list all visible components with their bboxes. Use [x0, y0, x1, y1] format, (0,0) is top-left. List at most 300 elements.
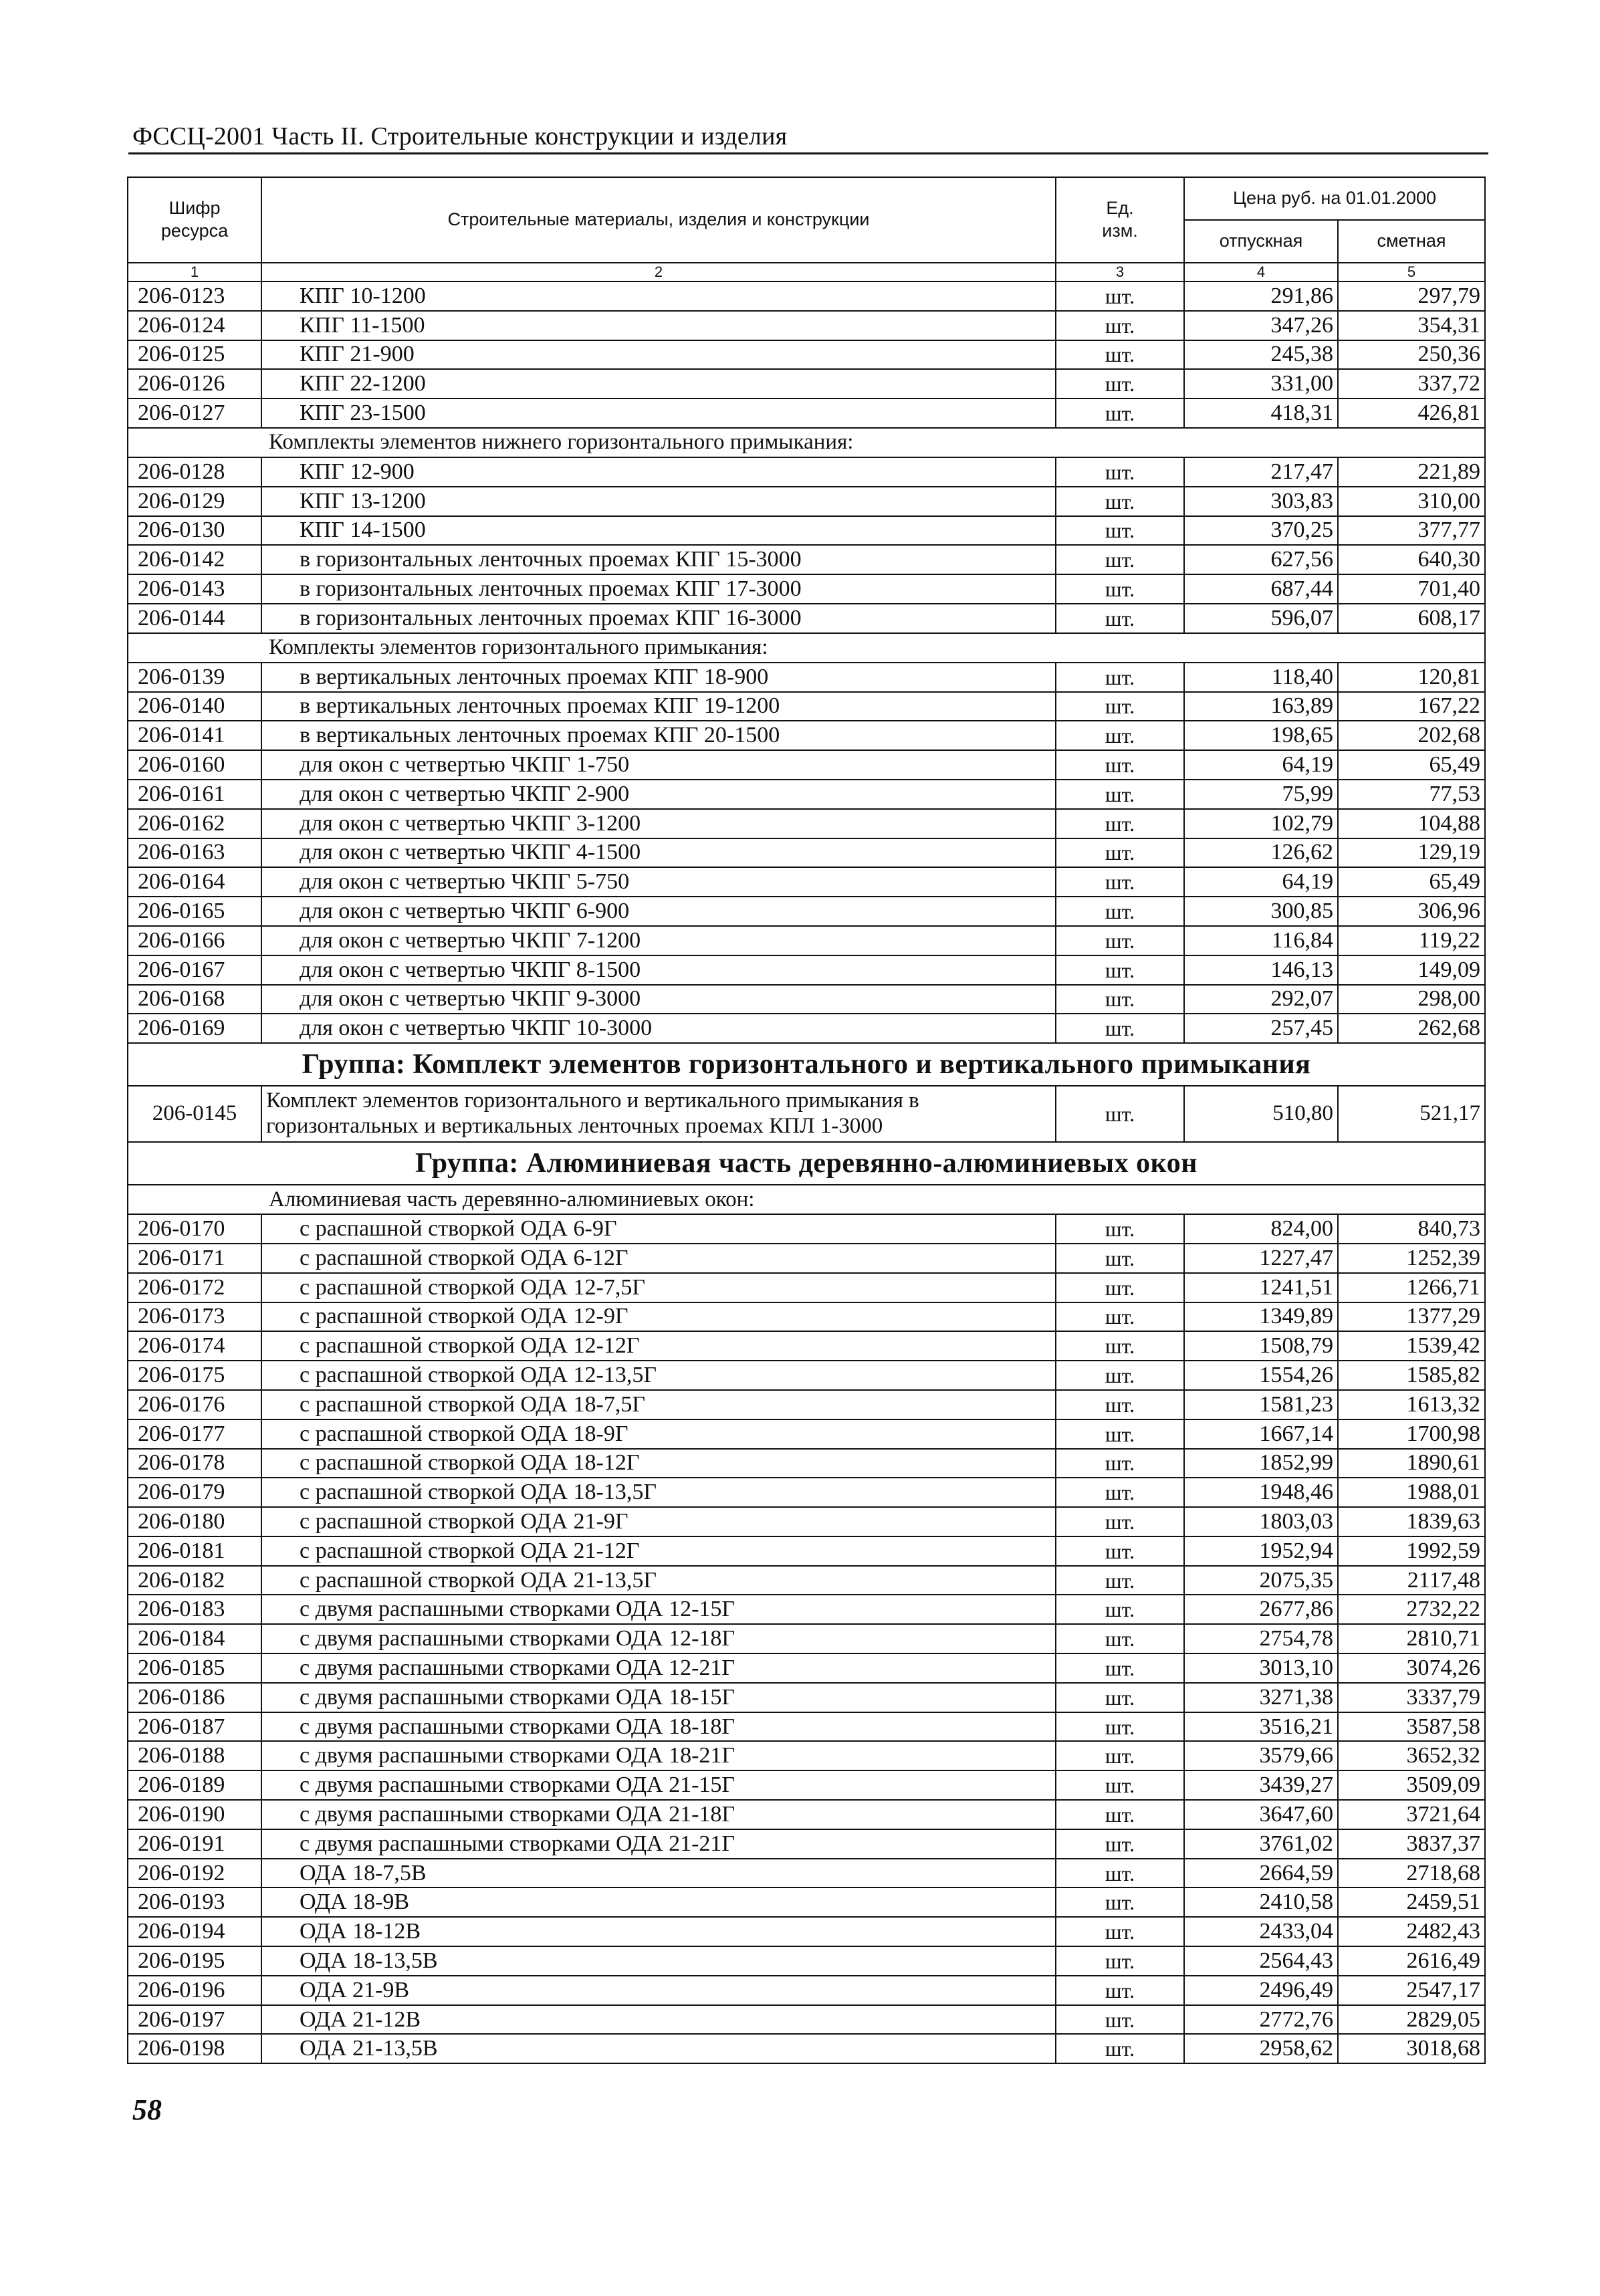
table-row	[128, 750, 1485, 780]
estimate-price: 701,40	[1338, 574, 1485, 604]
table-row	[128, 1741, 1485, 1770]
estimate-price: 1700,98	[1338, 1419, 1485, 1449]
unit-cell: шт.	[1056, 487, 1184, 516]
resource-code: 206-0190	[128, 1800, 261, 1829]
resource-name: с двумя распашными створками ОДА 18-18Г	[261, 1712, 1056, 1742]
table-row	[128, 1683, 1485, 1712]
release-price: 102,79	[1184, 809, 1338, 838]
resource-code: 206-0193	[128, 1887, 261, 1917]
estimate-price: 2117,48	[1338, 1566, 1485, 1595]
unit-cell: шт.	[1056, 1946, 1184, 1976]
estimate-price: 149,09	[1338, 955, 1485, 985]
estimate-price: 2547,17	[1338, 1976, 1485, 2005]
resource-name: для окон с четвертью ЧКПГ 4-1500	[261, 838, 1056, 868]
resource-name: с распашной створкой ОДА 12-7,5Г	[261, 1273, 1056, 1302]
resource-name: для окон с четвертью ЧКПГ 6-900	[261, 897, 1056, 926]
release-price: 163,89	[1184, 692, 1338, 721]
resource-code: 206-0185	[128, 1653, 261, 1683]
release-price: 2677,86	[1184, 1595, 1338, 1624]
unit-cell: шт.	[1056, 721, 1184, 750]
resource-name: с распашной створкой ОДА 6-9Г	[261, 1214, 1056, 1244]
subheading-row	[128, 428, 1485, 457]
release-price: 2496,49	[1184, 1976, 1338, 2005]
table-row	[128, 1859, 1485, 1888]
unit-cell: шт.	[1056, 1566, 1184, 1595]
release-price: 1241,51	[1184, 1273, 1338, 1302]
release-price: 2433,04	[1184, 1917, 1338, 1946]
unit-cell: шт.	[1056, 1976, 1184, 2005]
estimate-price: 2482,43	[1338, 1917, 1485, 1946]
column-number: 2	[261, 263, 1056, 281]
resource-code: 206-0160	[128, 750, 261, 780]
table-row	[128, 1917, 1485, 1946]
resource-code: 206-0164	[128, 867, 261, 897]
resource-name: для окон с четвертью ЧКПГ 2-900	[261, 780, 1056, 809]
resource-code: 206-0197	[128, 2005, 261, 2035]
table-row	[128, 1014, 1485, 1043]
estimate-price: 129,19	[1338, 838, 1485, 868]
resource-name: для окон с четвертью ЧКПГ 9-3000	[261, 985, 1056, 1014]
unit-cell: шт.	[1056, 1086, 1184, 1142]
estimate-price: 1585,82	[1338, 1361, 1485, 1390]
resource-code: 206-0189	[128, 1770, 261, 1800]
unit-cell: шт.	[1056, 1917, 1184, 1946]
header-unit-label: Ед. изм.	[1102, 198, 1138, 241]
resource-name: ОДА 21-13,5В	[261, 2034, 1056, 2063]
resource-name: КПГ 11-1500	[261, 311, 1056, 340]
estimate-price: 221,89	[1338, 457, 1485, 487]
resource-name: для окон с четвертью ЧКПГ 3-1200	[261, 809, 1056, 838]
resource-name: в вертикальных ленточных проемах КПГ 18-900	[261, 663, 1056, 692]
table-row	[128, 838, 1485, 868]
estimate-price: 3587,58	[1338, 1712, 1485, 1742]
table-row	[128, 545, 1485, 574]
group-heading: Группа: Алюминиевая часть деревянно-алюминиевых окон	[128, 1142, 1485, 1185]
unit-cell: шт.	[1056, 574, 1184, 604]
resource-code: 206-0175	[128, 1361, 261, 1390]
unit-cell: шт.	[1056, 780, 1184, 809]
resource-name: КПГ 22-1200	[261, 369, 1056, 398]
resource-code: 206-0172	[128, 1273, 261, 1302]
unit-cell: шт.	[1056, 311, 1184, 340]
estimate-price: 1992,59	[1338, 1536, 1485, 1566]
estimate-price: 337,72	[1338, 369, 1485, 398]
table-row	[128, 340, 1485, 370]
estimate-price: 298,00	[1338, 985, 1485, 1014]
release-price: 75,99	[1184, 780, 1338, 809]
resource-code: 206-0179	[128, 1478, 261, 1507]
resource-code: 206-0145	[128, 1086, 261, 1142]
table-row	[128, 604, 1485, 633]
unit-cell: шт.	[1056, 1829, 1184, 1859]
release-price: 347,26	[1184, 311, 1338, 340]
unit-cell: шт.	[1056, 985, 1184, 1014]
estimate-price: 2459,51	[1338, 1887, 1485, 1917]
resource-code: 206-0173	[128, 1302, 261, 1332]
table-row	[128, 1887, 1485, 1917]
resource-code: 206-0176	[128, 1390, 261, 1419]
release-price: 1852,99	[1184, 1449, 1338, 1478]
table-row	[128, 1331, 1485, 1361]
resource-name: для окон с четвертью ЧКПГ 8-1500	[261, 955, 1056, 985]
resource-name: Комплект элементов горизонтального и вертикального примыкания в горизонтальных и вертикальных ленточных проемах КПЛ 1-3000	[261, 1086, 1056, 1142]
resource-name: с двумя распашными створками ОДА 12-18Г	[261, 1624, 1056, 1653]
resource-code: 206-0167	[128, 955, 261, 985]
page-title: ФССЦ-2001 Часть II. Строительные конструкции и изделия	[132, 122, 788, 150]
header-code-label: Шифр ресурса	[160, 198, 229, 241]
table-row	[128, 1653, 1485, 1683]
table-row	[128, 1478, 1485, 1507]
header-rule	[128, 152, 1488, 154]
subheading-row	[128, 633, 1485, 663]
resource-code: 206-0168	[128, 985, 261, 1014]
resource-name: ОДА 21-9В	[261, 1976, 1056, 2005]
resource-code: 206-0163	[128, 838, 261, 868]
release-price: 1952,94	[1184, 1536, 1338, 1566]
resource-name: ОДА 21-12В	[261, 2005, 1056, 2035]
table-row	[128, 1946, 1485, 1976]
resource-name: КПГ 21-900	[261, 340, 1056, 370]
header-price: Цена руб. на 01.01.2000	[1184, 177, 1485, 220]
resource-code: 206-0184	[128, 1624, 261, 1653]
resource-name: в горизонтальных ленточных проемах КПГ 16-3000	[261, 604, 1056, 633]
resource-code: 206-0187	[128, 1712, 261, 1742]
unit-cell: шт.	[1056, 340, 1184, 370]
table-row	[128, 1976, 1485, 2005]
subheading: Комплекты элементов горизонтального примыкания:	[128, 633, 1485, 663]
table-row	[128, 574, 1485, 604]
resource-name: для окон с четвертью ЧКПГ 5-750	[261, 867, 1056, 897]
resource-name: КПГ 23-1500	[261, 398, 1056, 428]
table-row	[128, 281, 1485, 311]
estimate-price: 2732,22	[1338, 1595, 1485, 1624]
group-heading: Группа: Комплект элементов горизонтального и вертикального примыкания	[128, 1043, 1485, 1086]
unit-cell: шт.	[1056, 897, 1184, 926]
unit-cell: шт.	[1056, 1741, 1184, 1770]
unit-cell: шт.	[1056, 1478, 1184, 1507]
resource-name: с двумя распашными створками ОДА 21-15Г	[261, 1770, 1056, 1800]
resource-code: 206-0126	[128, 369, 261, 398]
unit-cell: шт.	[1056, 809, 1184, 838]
resource-code: 206-0166	[128, 926, 261, 955]
estimate-price: 120,81	[1338, 663, 1485, 692]
resource-name: с распашной створкой ОДА 6-12Г	[261, 1244, 1056, 1273]
table-row	[128, 1595, 1485, 1624]
resource-name: для окон с четвертью ЧКПГ 10-3000	[261, 1014, 1056, 1043]
estimate-price: 1839,63	[1338, 1507, 1485, 1536]
release-price: 627,56	[1184, 545, 1338, 574]
estimate-price: 65,49	[1338, 867, 1485, 897]
release-price: 3761,02	[1184, 1829, 1338, 1859]
resource-name: с распашной створкой ОДА 21-9Г	[261, 1507, 1056, 1536]
release-price: 2075,35	[1184, 1566, 1338, 1595]
release-price: 118,40	[1184, 663, 1338, 692]
resource-code: 206-0125	[128, 340, 261, 370]
resource-name: с распашной створкой ОДА 12-9Г	[261, 1302, 1056, 1332]
estimate-price: 640,30	[1338, 545, 1485, 574]
resource-name: КПГ 10-1200	[261, 281, 1056, 311]
resource-name: с двумя распашными створками ОДА 21-18Г	[261, 1800, 1056, 1829]
resource-code: 206-0165	[128, 897, 261, 926]
resource-code: 206-0181	[128, 1536, 261, 1566]
column-number: 5	[1338, 263, 1485, 281]
unit-cell: шт.	[1056, 1331, 1184, 1361]
table-row	[128, 1273, 1485, 1302]
table-row	[128, 985, 1485, 1014]
table-row	[128, 2005, 1485, 2035]
resource-name: для окон с четвертью ЧКПГ 7-1200	[261, 926, 1056, 955]
table-row	[128, 1566, 1485, 1595]
resource-code: 206-0144	[128, 604, 261, 633]
release-price: 257,45	[1184, 1014, 1338, 1043]
release-price: 291,86	[1184, 281, 1338, 311]
release-price: 146,13	[1184, 955, 1338, 985]
unit-cell: шт.	[1056, 1712, 1184, 1742]
resource-code: 206-0194	[128, 1917, 261, 1946]
unit-cell: шт.	[1056, 1536, 1184, 1566]
release-price: 418,31	[1184, 398, 1338, 428]
resource-code: 206-0139	[128, 663, 261, 692]
release-price: 824,00	[1184, 1214, 1338, 1244]
unit-cell: шт.	[1056, 369, 1184, 398]
resource-name: в вертикальных ленточных проемах КПГ 20-1500	[261, 721, 1056, 750]
release-price: 126,62	[1184, 838, 1338, 868]
unit-cell: шт.	[1056, 281, 1184, 311]
unit-cell: шт.	[1056, 1859, 1184, 1888]
unit-cell: шт.	[1056, 1302, 1184, 1332]
estimate-price: 306,96	[1338, 897, 1485, 926]
table-row	[128, 721, 1485, 750]
estimate-price: 3074,26	[1338, 1653, 1485, 1683]
estimate-price: 65,49	[1338, 750, 1485, 780]
release-price: 292,07	[1184, 985, 1338, 1014]
estimate-price: 119,22	[1338, 926, 1485, 955]
table-row	[128, 780, 1485, 809]
table-row	[128, 1419, 1485, 1449]
release-price: 303,83	[1184, 487, 1338, 516]
resource-name: с распашной створкой ОДА 21-12Г	[261, 1536, 1056, 1566]
table-row	[128, 1829, 1485, 1859]
estimate-price: 250,36	[1338, 340, 1485, 370]
estimate-price: 167,22	[1338, 692, 1485, 721]
table-row	[128, 311, 1485, 340]
release-price: 3439,27	[1184, 1770, 1338, 1800]
resource-name: с распашной створкой ОДА 12-13,5Г	[261, 1361, 1056, 1390]
release-price: 64,19	[1184, 867, 1338, 897]
header-unit	[1056, 177, 1184, 263]
resource-code: 206-0130	[128, 516, 261, 546]
estimate-price: 1539,42	[1338, 1331, 1485, 1361]
table-row	[128, 457, 1485, 487]
resource-name: с двумя распашными створками ОДА 21-21Г	[261, 1829, 1056, 1859]
unit-cell: шт.	[1056, 663, 1184, 692]
table-row	[128, 1624, 1485, 1653]
resource-code: 206-0180	[128, 1507, 261, 1536]
unit-cell: шт.	[1056, 457, 1184, 487]
resource-name: с двумя распашными створками ОДА 12-21Г	[261, 1653, 1056, 1683]
estimate-price: 377,77	[1338, 516, 1485, 546]
release-price: 370,25	[1184, 516, 1338, 546]
estimate-price: 1266,71	[1338, 1273, 1485, 1302]
resource-name: ОДА 18-13,5В	[261, 1946, 1056, 1976]
estimate-price: 608,17	[1338, 604, 1485, 633]
release-price: 1948,46	[1184, 1478, 1338, 1507]
table-row	[128, 897, 1485, 926]
header-estimate: сметная	[1338, 220, 1485, 263]
resource-code: 206-0127	[128, 398, 261, 428]
unit-cell: шт.	[1056, 1390, 1184, 1419]
estimate-price: 2718,68	[1338, 1859, 1485, 1888]
column-number: 1	[128, 263, 261, 281]
table-row	[128, 1536, 1485, 1566]
table-row	[128, 809, 1485, 838]
release-price: 198,65	[1184, 721, 1338, 750]
release-price: 64,19	[1184, 750, 1338, 780]
release-price: 1581,23	[1184, 1390, 1338, 1419]
release-price: 2564,43	[1184, 1946, 1338, 1976]
resource-name: в вертикальных ленточных проемах КПГ 19-1200	[261, 692, 1056, 721]
resource-name: ОДА 18-9В	[261, 1887, 1056, 1917]
resource-name: в горизонтальных ленточных проемах КПГ 17-3000	[261, 574, 1056, 604]
resource-code: 206-0183	[128, 1595, 261, 1624]
estimate-price: 2810,71	[1338, 1624, 1485, 1653]
unit-cell: шт.	[1056, 838, 1184, 868]
estimate-price: 3721,64	[1338, 1800, 1485, 1829]
resource-code: 206-0128	[128, 457, 261, 487]
price-table	[127, 177, 1486, 2064]
group-row	[128, 1043, 1485, 1086]
unit-cell: шт.	[1056, 2005, 1184, 2035]
table-row	[128, 1770, 1485, 1800]
resource-code: 206-0162	[128, 809, 261, 838]
unit-cell: шт.	[1056, 1770, 1184, 1800]
release-price: 2772,76	[1184, 2005, 1338, 2035]
unit-cell: шт.	[1056, 1800, 1184, 1829]
estimate-price: 1988,01	[1338, 1478, 1485, 1507]
table-row	[128, 487, 1485, 516]
release-price: 1349,89	[1184, 1302, 1338, 1332]
resource-name: с распашной створкой ОДА 18-12Г	[261, 1449, 1056, 1478]
unit-cell: шт.	[1056, 1273, 1184, 1302]
unit-cell: шт.	[1056, 604, 1184, 633]
table-row	[128, 1390, 1485, 1419]
page-number: 58	[132, 2093, 162, 2126]
resource-code: 206-0192	[128, 1859, 261, 1888]
unit-cell: шт.	[1056, 692, 1184, 721]
resource-code: 206-0191	[128, 1829, 261, 1859]
estimate-price: 426,81	[1338, 398, 1485, 428]
resource-code: 206-0161	[128, 780, 261, 809]
release-price: 217,47	[1184, 457, 1338, 487]
resource-name: с распашной створкой ОДА 12-12Г	[261, 1331, 1056, 1361]
unit-cell: шт.	[1056, 1624, 1184, 1653]
table-row	[128, 398, 1485, 428]
unit-cell: шт.	[1056, 1887, 1184, 1917]
estimate-price: 2829,05	[1338, 2005, 1485, 2035]
resource-code: 206-0140	[128, 692, 261, 721]
table-row	[128, 2034, 1485, 2063]
resource-code: 206-0177	[128, 1419, 261, 1449]
unit-cell: шт.	[1056, 516, 1184, 546]
release-price: 1803,03	[1184, 1507, 1338, 1536]
resource-code: 206-0196	[128, 1976, 261, 2005]
table-row	[128, 369, 1485, 398]
resource-code: 206-0169	[128, 1014, 261, 1043]
unit-cell: шт.	[1056, 1214, 1184, 1244]
unit-cell: шт.	[1056, 926, 1184, 955]
unit-cell: шт.	[1056, 1361, 1184, 1390]
release-price: 1508,79	[1184, 1331, 1338, 1361]
resource-name: с двумя распашными створками ОДА 12-15Г	[261, 1595, 1056, 1624]
resource-code: 206-0171	[128, 1244, 261, 1273]
unit-cell: шт.	[1056, 1595, 1184, 1624]
table-row	[128, 1244, 1485, 1273]
release-price: 300,85	[1184, 897, 1338, 926]
table-row	[128, 1507, 1485, 1536]
release-price: 2410,58	[1184, 1887, 1338, 1917]
resource-name: ОДА 18-7,5В	[261, 1859, 1056, 1888]
release-price: 596,07	[1184, 604, 1338, 633]
resource-code: 206-0178	[128, 1449, 261, 1478]
unit-cell: шт.	[1056, 2034, 1184, 2063]
resource-name: с распашной створкой ОДА 21-13,5Г	[261, 1566, 1056, 1595]
table-row	[128, 1302, 1485, 1332]
table-row	[128, 1086, 1485, 1142]
unit-cell: шт.	[1056, 1014, 1184, 1043]
resource-code: 206-0174	[128, 1331, 261, 1361]
release-price: 2958,62	[1184, 2034, 1338, 2063]
resource-code: 206-0170	[128, 1214, 261, 1244]
release-price: 510,80	[1184, 1086, 1338, 1142]
unit-cell: шт.	[1056, 1244, 1184, 1273]
column-number: 4	[1184, 263, 1338, 281]
table-row	[128, 692, 1485, 721]
resource-name: с двумя распашными створками ОДА 18-21Г	[261, 1741, 1056, 1770]
release-price: 3516,21	[1184, 1712, 1338, 1742]
unit-cell: шт.	[1056, 1419, 1184, 1449]
resource-name: для окон с четвертью ЧКПГ 1-750	[261, 750, 1056, 780]
table-row	[128, 516, 1485, 546]
unit-cell: шт.	[1056, 750, 1184, 780]
resource-name: с двумя распашными створками ОДА 18-15Г	[261, 1683, 1056, 1712]
estimate-price: 262,68	[1338, 1014, 1485, 1043]
header-code	[128, 177, 261, 263]
unit-cell: шт.	[1056, 1507, 1184, 1536]
resource-code: 206-0195	[128, 1946, 261, 1976]
resource-name: КПГ 14-1500	[261, 516, 1056, 546]
estimate-price: 297,79	[1338, 281, 1485, 311]
resource-code: 206-0141	[128, 721, 261, 750]
resource-code: 206-0142	[128, 545, 261, 574]
resource-name: КПГ 12-900	[261, 457, 1056, 487]
resource-name: в горизонтальных ленточных проемах КПГ 15-3000	[261, 545, 1056, 574]
group-row	[128, 1142, 1485, 1185]
release-price: 2664,59	[1184, 1859, 1338, 1888]
estimate-price: 1890,61	[1338, 1449, 1485, 1478]
release-price: 116,84	[1184, 926, 1338, 955]
estimate-price: 2616,49	[1338, 1946, 1485, 1976]
estimate-price: 104,88	[1338, 809, 1485, 838]
subheading: Комплекты элементов нижнего горизонтального примыкания:	[128, 428, 1485, 457]
estimate-price: 1613,32	[1338, 1390, 1485, 1419]
header-release: отпускная	[1184, 220, 1338, 263]
table-body	[128, 281, 1485, 2063]
resource-name: ОДА 18-12В	[261, 1917, 1056, 1946]
estimate-price: 1252,39	[1338, 1244, 1485, 1273]
subheading: Алюминиевая часть деревянно-алюминиевых окон:	[128, 1185, 1485, 1214]
resource-name: с распашной створкой ОДА 18-9Г	[261, 1419, 1056, 1449]
resource-name: с распашной створкой ОДА 18-13,5Г	[261, 1478, 1056, 1507]
